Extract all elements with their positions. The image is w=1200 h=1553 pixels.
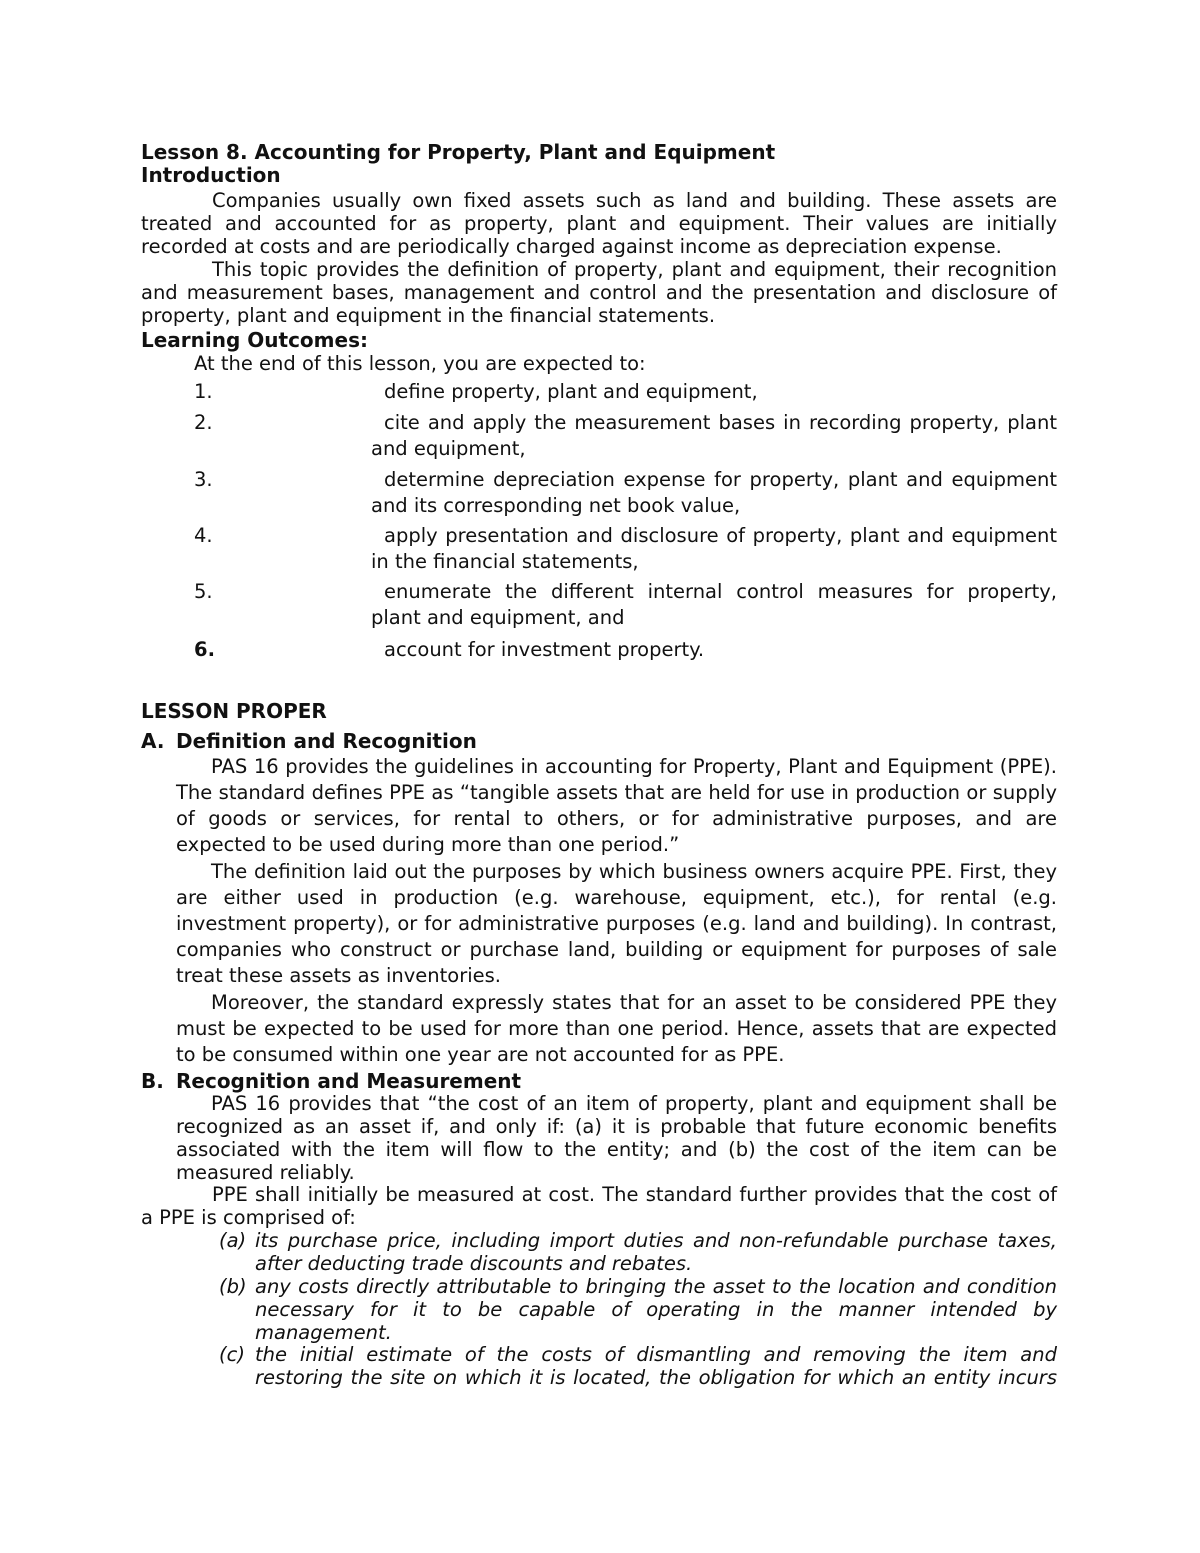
outcome-item: apply presentation and disclosure of property, plant and equipment in the financial statements,: [371, 524, 1057, 573]
section-a-paragraph-2: The definition laid out the purposes by which business owners acquire PPE. First, they are either used in production (e.g. warehouse, equipment, etc.), for rental (e.g. investment property), or for administrative purposes (e.g. land and building). In contrast, companies who construct or purchase land, building or equipment for purposes of sale treat these assets as inventories.: [176, 860, 1057, 987]
lesson-proper-heading: LESSON PROPER: [141, 699, 327, 723]
outcome-item: enumerate the different internal control measures for property, plant and equipment, and: [371, 580, 1057, 629]
cost-item: the initial estimate of the costs of dismantling and removing the item and restoring the site on which it is located, the obligation for which an entity incurs: [255, 1343, 1057, 1389]
outcome-number: 2.: [194, 411, 213, 434]
cost-item: its purchase price, including import duties and non-refundable purchase taxes, after deducting trade discounts and rebates.: [255, 1229, 1057, 1275]
section-b-paragraph-2: PPE shall initially be measured at cost. The standard further provides that the cost of a PPE is comprised of:: [141, 1183, 1057, 1229]
outcome-number: 3.: [194, 468, 213, 491]
outcome-number: 5.: [194, 580, 213, 603]
outcome-number: 6.: [194, 638, 215, 661]
outcome-item: determine depreciation expense for property, plant and equipment and its corresponding net book value,: [371, 468, 1057, 517]
cost-item-label: (a): [219, 1229, 247, 1252]
lesson-title: Lesson 8. Accounting for Property, Plant and Equipment: [141, 140, 776, 164]
learning-outcomes-intro: At the end of this lesson, you are expected to:: [194, 352, 646, 375]
cost-item: any costs directly attributable to bringing the asset to the location and condition necessary for it to be capable of operating in the manner intended by management.: [255, 1275, 1057, 1344]
section-b-paragraph-1: PAS 16 provides that “the cost of an item of property, plant and equipment shall be recognized as an asset if, and only if: (a) it is probable that future economic benefits associated with the item will flow to the entity; and (b) the cost of the item can be measured reliably.: [176, 1092, 1057, 1184]
outcome-number: 4.: [194, 524, 213, 547]
section-a-heading: A. Definition and Recognition: [141, 729, 477, 753]
learning-outcomes-heading: Learning Outcomes:: [141, 328, 368, 352]
section-b-heading: B. Recognition and Measurement: [141, 1069, 522, 1093]
introduction-heading: Introduction: [141, 163, 281, 187]
section-a-paragraph-3: Moreover, the standard expressly states that for an asset to be considered PPE they must be expected to be used for more than one period. Hence, assets that are expected to be consumed within one year are not accounted for as PPE.: [176, 991, 1057, 1066]
intro-paragraph-1: Companies usually own fixed assets such as land and building. These assets are treated and accounted for as property, plant and equipment. Their values are initially recorded at costs and are periodically charged against income as depreciation expense.: [141, 189, 1057, 258]
outcome-item: define property, plant and equipment,: [384, 380, 758, 403]
cost-item-label: (c): [219, 1343, 245, 1366]
intro-paragraph-2: This topic provides the definition of property, plant and equipment, their recognition and measurement bases, management and control and the presentation and disclosure of property, plant and equipment in the financial statements.: [141, 258, 1057, 327]
cost-item-label: (b): [219, 1275, 247, 1298]
outcome-number: 1.: [194, 380, 213, 403]
outcome-item: cite and apply the measurement bases in recording property, plant and equipment,: [371, 411, 1057, 460]
section-a-paragraph-1: PAS 16 provides the guidelines in accounting for Property, Plant and Equipment (PPE). The standard defines PPE as “tangible assets that are held for use in production or supply of goods or services, for rental to others, or for administrative purposes, and are expected to be used during more than one period.”: [176, 755, 1057, 856]
outcome-item: account for investment property.: [384, 638, 705, 661]
